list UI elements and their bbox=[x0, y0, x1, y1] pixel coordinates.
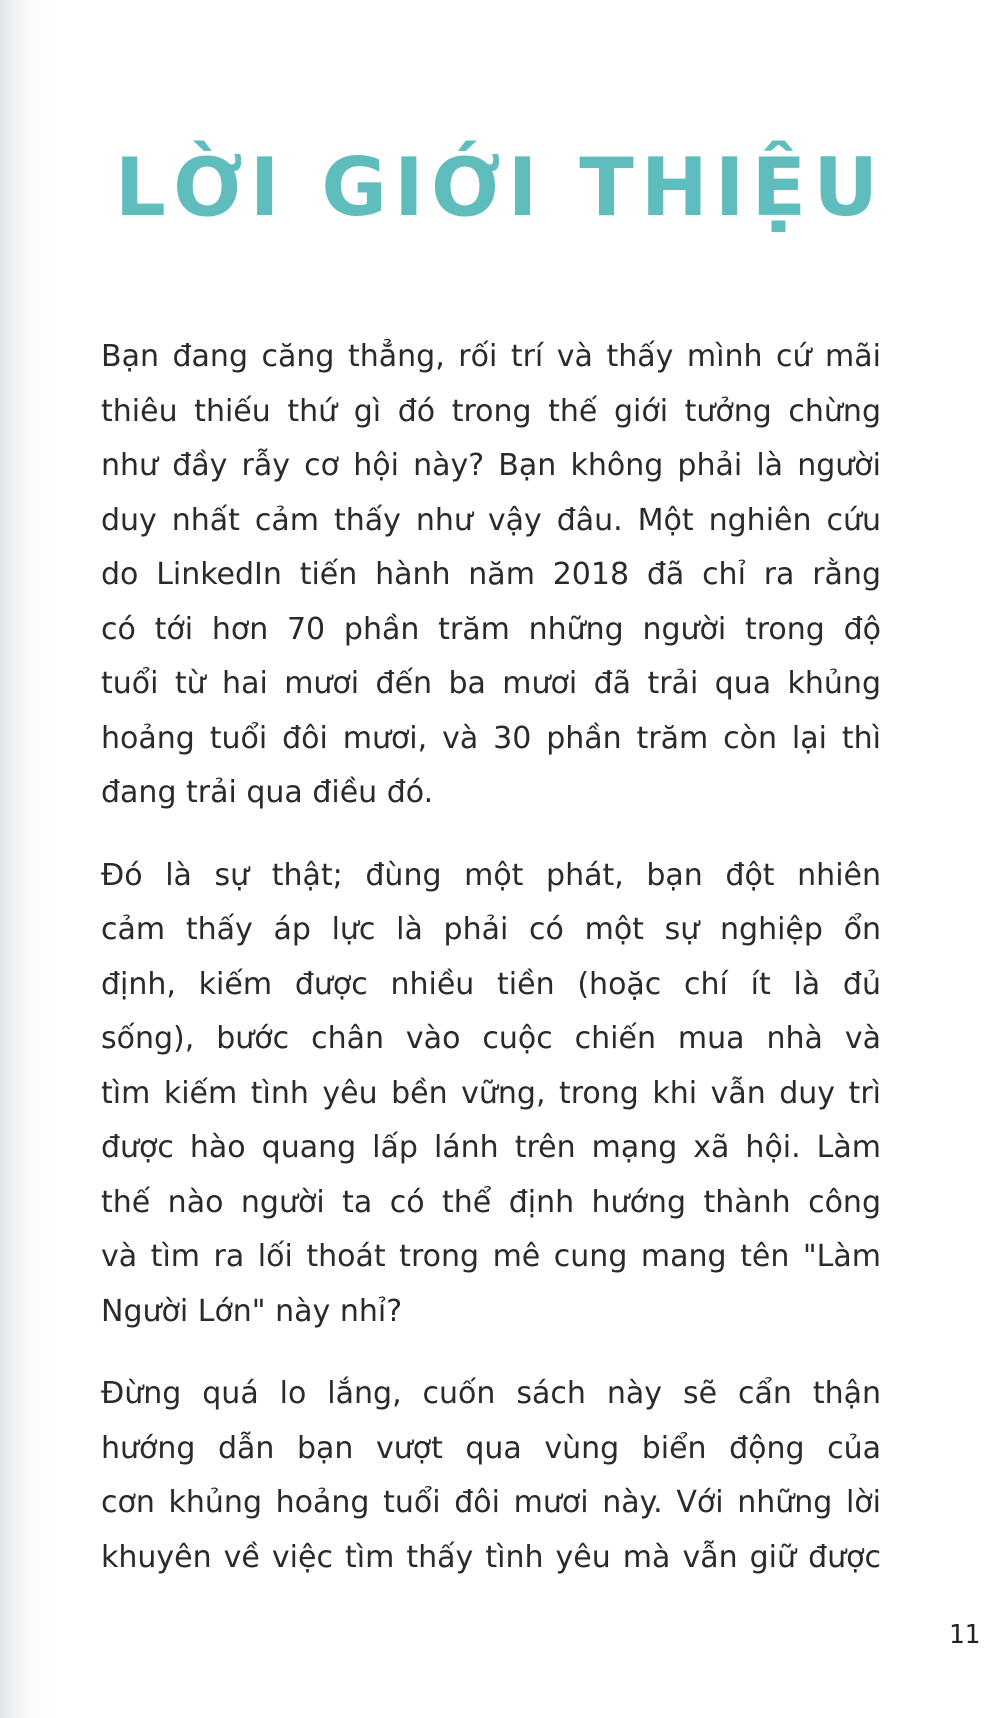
text-line: duy nhất cảm thấy như vậy đâu. Một nghiên cứu bbox=[101, 502, 881, 538]
paragraph-3 bbox=[101, 1367, 881, 1585]
text-line: đang trải qua điều đó. bbox=[101, 775, 434, 810]
text-line: Đừng quá lo lắng, cuốn sách này sẽ cẩn thận bbox=[101, 1376, 881, 1411]
text-line: do LinkedIn tiến hành năm 2018 đã chỉ ra rằng bbox=[101, 557, 881, 592]
text-line: thiêu thiếu thứ gì đó trong thế giới tưởng chừng bbox=[101, 393, 881, 429]
text-line: được hào quang lấp lánh trên mạng xã hội. Làm bbox=[101, 1130, 881, 1165]
text-line: có tới hơn 70 phần trăm những người trong độ bbox=[101, 611, 881, 647]
text-line: hướng dẫn bạn vượt qua vùng biển động của bbox=[101, 1430, 881, 1466]
text-line: và tìm ra lối thoát trong mê cung mang tên "Làm bbox=[101, 1239, 881, 1274]
paragraph-2 bbox=[101, 849, 881, 1340]
text-line: hoảng tuổi đôi mươi, và 30 phần trăm còn lại thì bbox=[101, 720, 881, 756]
text-line: Bạn đang căng thẳng, rối trí và thấy mình cứ mãi bbox=[101, 339, 881, 374]
text-line: cảm thấy áp lực là phải có một sự nghiệp ổn bbox=[101, 912, 881, 947]
text-line: khuyên về việc tìm thấy tình yêu mà vẫn giữ được bbox=[101, 1539, 881, 1575]
text-line: tìm kiếm tình yêu bền vững, trong khi vẫn duy trì bbox=[101, 1075, 881, 1111]
page-number: 11 bbox=[948, 1620, 980, 1650]
body-text bbox=[101, 330, 881, 1613]
text-line: thế nào người ta có thể định hướng thành công bbox=[101, 1184, 881, 1220]
text-line: định, kiếm được nhiều tiền (hoặc chí ít là đủ bbox=[101, 966, 881, 1002]
chapter-title: LỜI GIỚI THIỆU bbox=[114, 141, 886, 234]
text-line: cơn khủng hoảng tuổi đôi mươi này. Với những lời bbox=[101, 1485, 881, 1520]
text-line: tuổi từ hai mươi đến ba mươi đã trải qua khủng bbox=[101, 666, 881, 701]
text-line: Đó là sự thật; đùng một phát, bạn đột nhiên bbox=[101, 857, 881, 893]
paragraph-1 bbox=[101, 330, 881, 821]
text-line: Người Lớn" này nhỉ? bbox=[101, 1293, 403, 1329]
text-line: sống), bước chân vào cuộc chiến mua nhà và bbox=[101, 1021, 881, 1056]
text-line: như đầy rẫy cơ hội này? Bạn không phải là người bbox=[101, 448, 881, 483]
